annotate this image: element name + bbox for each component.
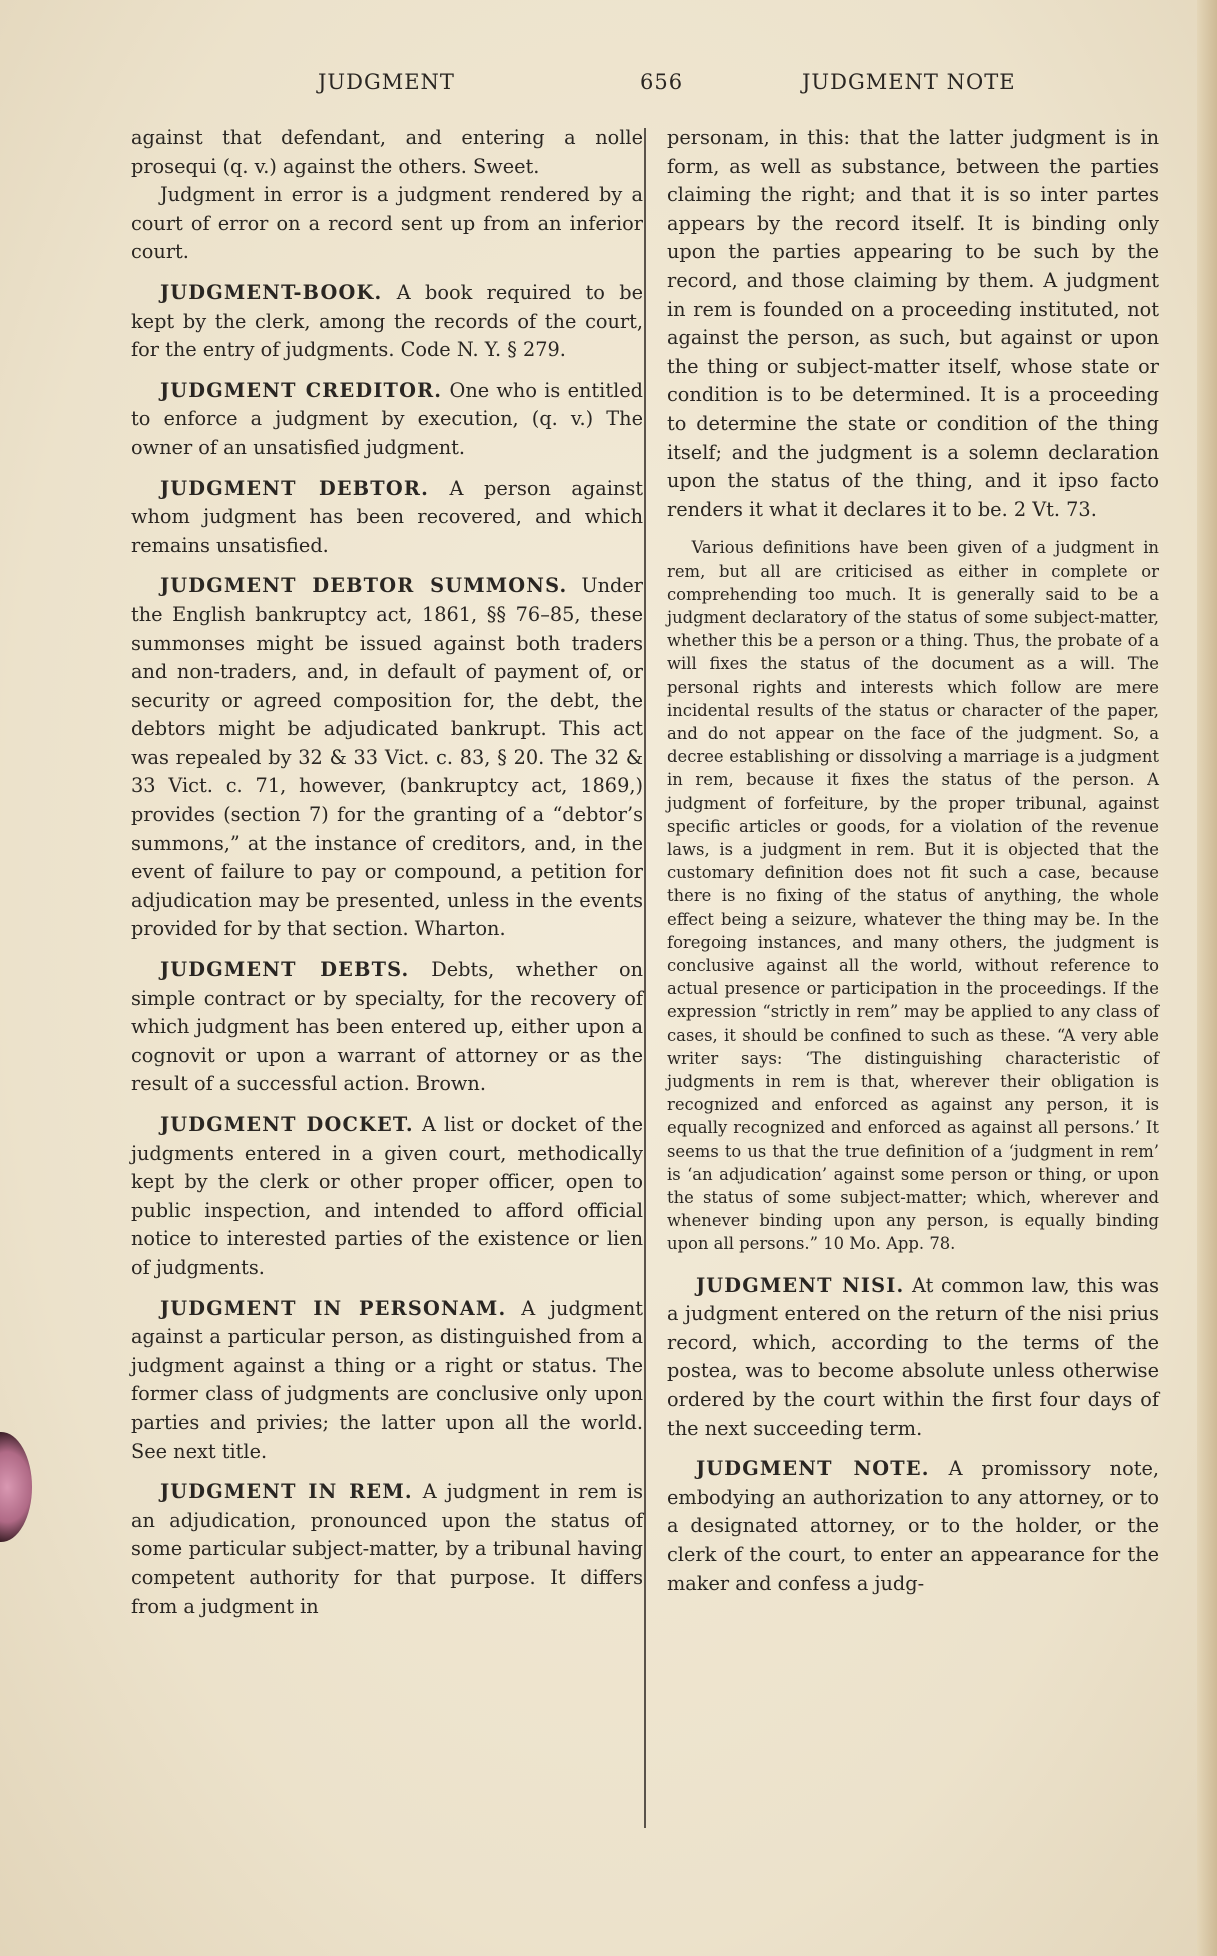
entry-judgment-note (667, 1455, 1159, 1598)
headword: JUDGMENT-BOOK. (159, 280, 383, 304)
entry-judgment-in-rem (131, 1478, 643, 1621)
continued-paragraph: personam, in this: that the latter judgment is in form, as well as substance, between the parties claiming the right; and that it is so inter partes appears by the record itself. It is binding only upon the parties appearing to be such by the record, and those claiming by them. A judgment in rem is founded on a proceeding instituted, not against the person, as such, but against or upon the thing or subject-matter itself, whose state or condition is to be determined. It is a proceeding to determine the state or condition of the thing itself; and the judgment is a solemn declaration upon the status of the thing, and it ipso facto renders it what it declares it to be. 2 Vt. 73. (667, 126, 1159, 521)
page-edge (1197, 0, 1217, 1956)
continued-paragraph: against that defendant, and entering a nolle prosequi (q. v.) against the others. Sweet. (131, 126, 643, 178)
entry-judgment-debts (131, 956, 643, 1099)
entry-judgment-nisi (667, 1272, 1159, 1444)
right-guide-word: JUDGMENT NOTE (802, 70, 1016, 94)
headword: JUDGMENT NOTE. (695, 1457, 930, 1481)
small-print-note: Various definitions have been given of a judgment in rem, but all are criticised as either in complete or comprehending too much. It is generally said to be a judgment declaratory of the status of some subject-matter, whether this be a person or a thing. Thus, the probate of a will fixes the status of the document as a will. The personal rights and interests which follow are mere incidental results of the status or character of the paper, and do not appear on the face of the judgment. So, a decree establishing or dissolving a marriage is a judgment in rem, because it fixes the status of the person. A judgment of forfeiture, by the proper tribunal, against specific articles or goods, for a violation of the revenue laws, is a judgment in rem. But it is objected that the customary definition does not fit such a case, because there is no fixing of the status of anything, the whole effect being a seizure, whatever the thing may be. In the foregoing instances, and many others, the judgment is conclusive against all the world, without reference to actual presence or participation in the proceedings. If the expression “strictly in rem” may be applied to any class of cases, it should be confined to such as these. “A very able writer says: ‘The distinguishing characteristic of judgments in rem is that, wherever their obligation is recognized and enforced as against any person, it is equally recognized and enforced as against all persons.’ It seems to us that the true definition of a ‘judgment in rem’ is ‘an adjudication’ against some person or thing, or upon the status of some subject-matter; which, wherever and whenever binding upon any person, is equally binding upon all persons.” 10 Mo. App. 78. (667, 538, 1159, 1254)
definition: At common law, this was a judgment entered on the return of the nisi prius record, which, according to the terms of the postea, was to become absolute unless otherwise ordered by the court within the first four days of the next succeeding term. (667, 1273, 1159, 1440)
definition: A list or docket of the judgments entered in a given court, methodically kept by the clerk or other proper officer, open to public inspection, and intended to afford official notice to interested parties of the existence or lien of judgments. (131, 1113, 643, 1279)
definition: A book required to be kept by the clerk, among the records of the court, for the entry of judgments. Code N. Y. § 279. (131, 280, 643, 362)
definition: Debts, whether on simple contract or by specialty, for the recovery of which judgment has been entered up, either upon a cognovit or upon a warrant of attorney or as the result of a successful action. Brown. (131, 958, 643, 1096)
left-guide-word: JUDGMENT (318, 70, 455, 94)
definition: A promissory note, embodying an authorization to any attorney, or to a designated attorney, or to the holder, or the clerk of the court, to enter an appearance for the maker and confess a judg- (667, 1457, 1159, 1595)
headword: JUDGMENT CREDITOR. (159, 378, 443, 402)
entry-judgment-docket (131, 1111, 643, 1283)
definition: A judgment against a particular person, as distinguished from a judgment against a thing or a right or status. The former class of judgments are conclusive only upon parties and privies; the latter upon all the world. See next title. (131, 1296, 643, 1463)
entry-judgment-debtor (131, 475, 643, 561)
headword: JUDGMENT IN REM. (159, 1480, 413, 1504)
definition: A person against whom judgment has been recovered, and which remains unsatisfied. (131, 476, 643, 557)
entry-judgment-debtor-summons (131, 572, 643, 944)
column-divider (644, 128, 646, 1828)
definition: One who is entitled to enforce a judgment by execution, (q. v.) The owner of an unsatisfied judgment. (131, 378, 643, 459)
judgment-in-error-paragraph: Judgment in error is a judgment rendered by a court of error on a record sent up from an inferior court. (131, 183, 643, 264)
definition: A judgment in rem is an adjudication, pronounced upon the status of some particular subject-matter, by a tribunal having competent authority for that purpose. It differs from a judgment in (131, 1480, 643, 1618)
page-number: 656 (640, 70, 684, 94)
headword: JUDGMENT IN PERSONAM. (159, 1296, 507, 1320)
headword: JUDGMENT DEBTOR. (159, 476, 429, 500)
headword: JUDGMENT DEBTS. (159, 958, 410, 982)
headword: JUDGMENT DOCKET. (159, 1113, 414, 1136)
headword: JUDGMENT DEBTOR SUMMONS. (159, 574, 568, 598)
left-column (131, 124, 643, 1633)
right-column (667, 124, 1159, 1610)
running-header (0, 70, 1217, 110)
entry-judgment-in-personam (131, 1295, 643, 1467)
definition: Under the English bankruptcy act, 1861, §§ 76–85, these summonses might be issued against both traders and non-traders, and, in default of payment of, or security or agreed composition for, the debt, the debtors might be adjudicated bankrupt. This act was repealed by 32 & 33 Vict. c. 83, § 20. The 32 & 33 Vict. c. 71, however, (bankruptcy act, 1869,) provides (section 7) for the granting of a “debtor’s summons,” at the instance of creditors, and, in the event of failure to pay or compound, a petition for adjudication may be presented, unless in the events provided for by that section. Wharton. (131, 574, 643, 941)
thumb-index-tab (0, 1432, 32, 1542)
entry-judgment-book (131, 279, 643, 365)
headword: JUDGMENT NISI. (695, 1273, 905, 1297)
entry-judgment-creditor (131, 377, 643, 463)
